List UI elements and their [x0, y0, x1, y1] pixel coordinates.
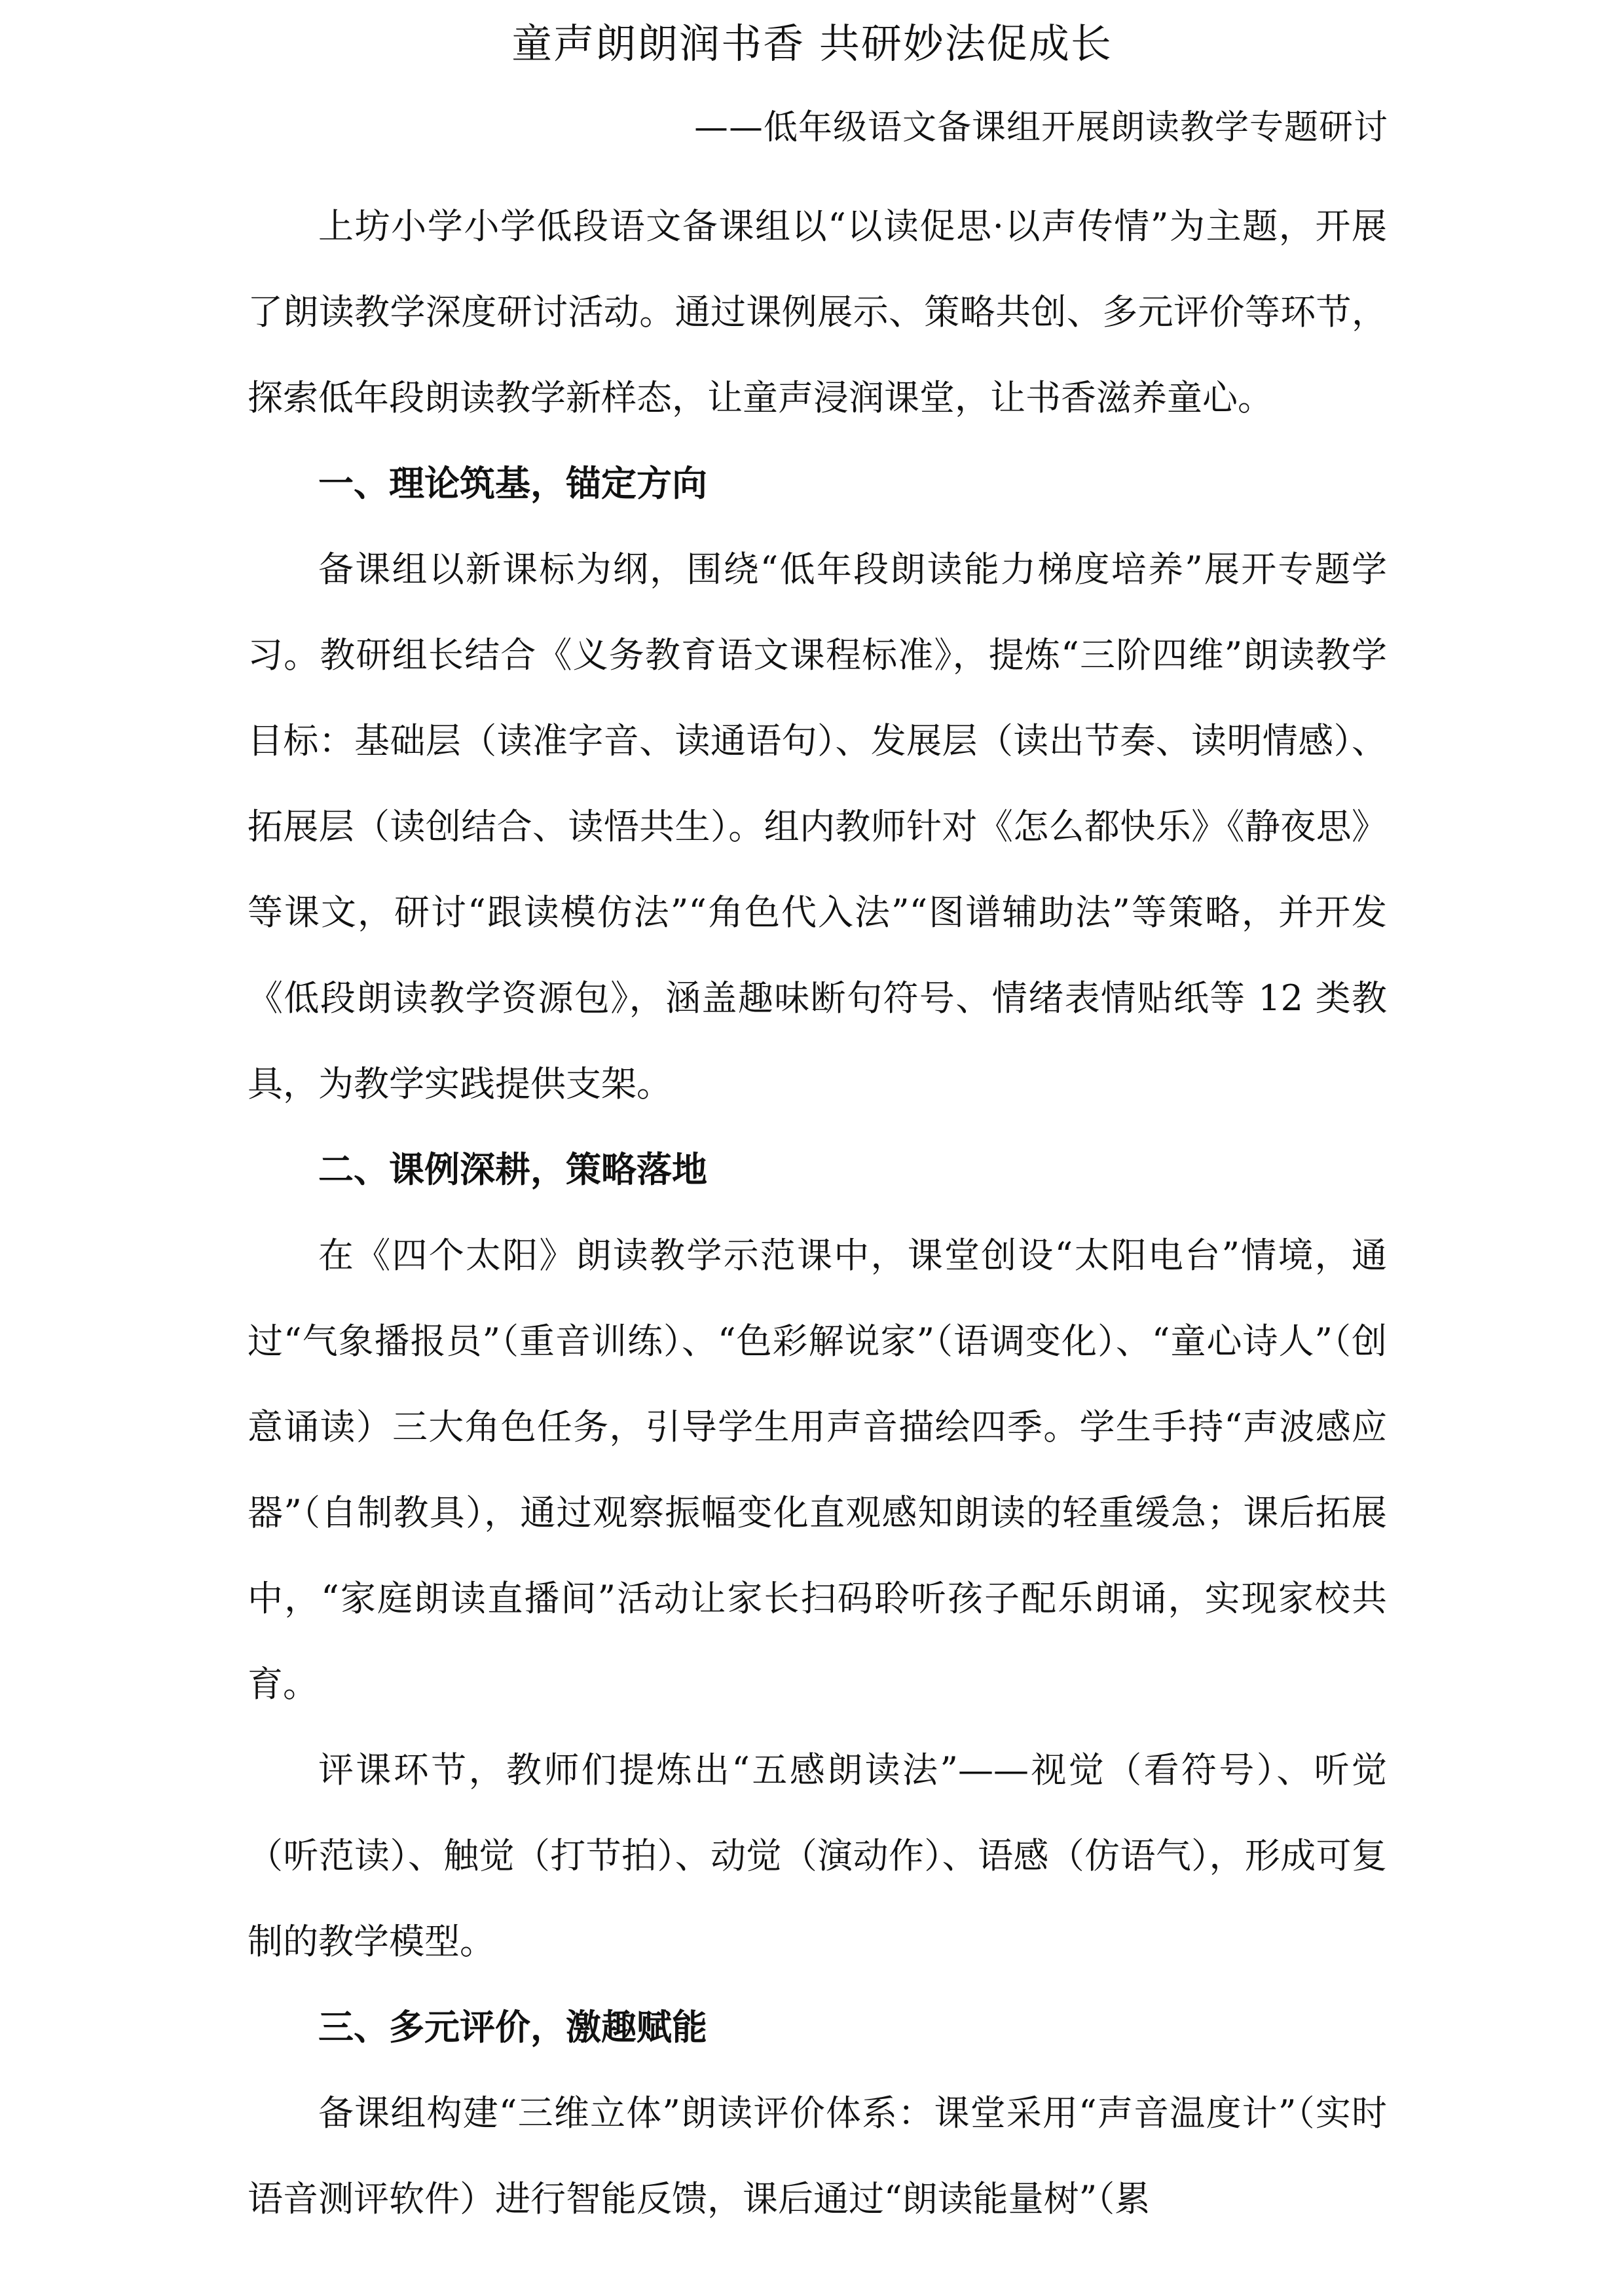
section-2-paragraph-2: 评课环节，教师们提炼出“五感朗读法”——视觉（看符号）、听觉（听范读）、触觉（打节拍）、动觉（演动作）、语感（仿语气），形成可复制的教学模型。 — [248, 1749, 1387, 1962]
section-3-heading: 三、多元评价，激趣赋能 — [318, 2007, 707, 2048]
section-1-paragraph: 备课组以新课标为纲，围绕“低年段朗读能力梯度培养”展开专题学习。教研组长结合《义务教育语文课程标准》，提炼“三阶四维”朗读教学目标：基础层（读准字音、读通语句）、发展层（读出节奏、读明情感）、拓展层（读创结合、读悟共生）。组内教师针对《怎么都快乐》《静夜思》等课文，研讨“跟读模仿法”“角色代入法”“图谱辅助法”等策略，并开发《低段朗读教学资源包》，涵盖趣味断句符号、情绪表情贴纸等 12 类教具，为教学实践提供支架。 — [248, 549, 1387, 1104]
section-3-paragraph: 备课组构建“三维立体”朗读评价体系：课堂采用“声音温度计”（实时语音测评软件）进行智能反馈，课后通过“朗读能量树”（累 — [248, 2092, 1387, 2219]
section-2-paragraph-1: 在《四个太阳》朗读教学示范课中，课堂创设“太阳电台”情境，通过“气象播报员”（重音训练）、“色彩解说家”（语调变化）、“童心诗人”（创意诵读）三大角色任务，引导学生用声音描绘四季。学生手持“声波感应器”（自制教具），通过观察振幅变化直观感知朗读的轻重缓急；课后拓展中，“家庭朗读直播间”活动让家长扫码聆听孩子配乐朗诵，实现家校共育。 — [248, 1235, 1387, 1705]
document-title: 童声朗朗润书香 共研妙法促成长 — [511, 20, 1113, 67]
section-2-heading: 二、课例深耕，策略落地 — [318, 1149, 707, 1190]
document-body — [248, 183, 1387, 2242]
section-1-heading: 一、理论筑基，锚定方向 — [318, 463, 707, 504]
document-subtitle: ——低年级语文备课组开展朗读教学专题研讨 — [693, 108, 1388, 147]
intro-paragraph: 上坊小学小学低段语文备课组以“以读促思·以声传情”为主题，开展了朗读教学深度研讨活动。通过课例展示、策略共创、多元评价等环节，探索低年段朗读教学新样态，让童声浸润课堂，让书香滋养童心。 — [248, 206, 1387, 418]
